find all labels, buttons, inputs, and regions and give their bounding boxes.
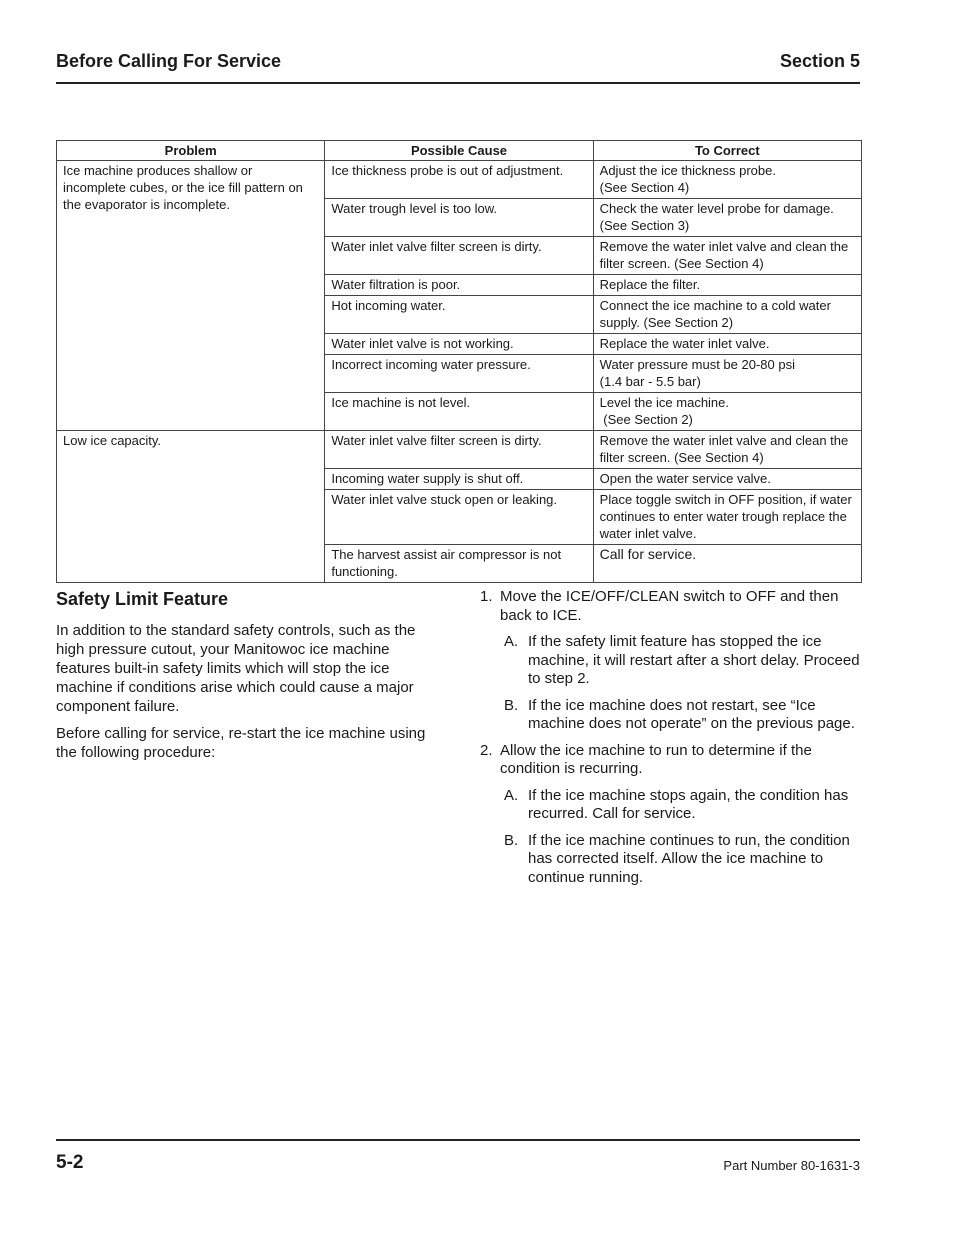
page-number: 5-2 [56,1152,84,1173]
table-header-row [57,141,862,161]
correct-cell: Water pressure must be 20-80 psi (1.4 bar - 5.5 bar) [593,355,861,393]
step-text: Move the ICE/OFF/CLEAN switch to OFF and then back to ICE. [500,588,839,624]
cause-cell: Water inlet valve filter screen is dirty. [325,237,593,275]
column-header-correct: To Correct [593,141,861,161]
correct-cell: Remove the water inlet valve and clean the filter screen. (See Section 4) [593,431,861,469]
table-row [57,431,862,469]
correct-cell: Check the water level probe for damage. (See Section 3) [593,199,861,237]
list-item [480,697,862,734]
substep-text: If the safety limit feature has stopped the ice machine, it will restart after a short delay. Proceed to step 2. [528,633,860,687]
cause-cell: Water filtration is poor. [325,275,593,296]
substep-text: If the ice machine continues to run, the condition has corrected itself. Allow the ice machine to continue running. [528,831,850,886]
correct-cell: Replace the water inlet valve. [593,334,861,355]
cause-cell: Ice thickness probe is out of adjustment. [325,161,593,199]
cause-cell: Hot incoming water. [325,296,593,334]
list-item [480,588,862,625]
page-title: Before Calling For Service [56,51,282,71]
correct-cell: Remove the water inlet valve and clean the filter screen. (See Section 4) [593,237,861,275]
cause-cell: Incorrect incoming water pressure. [325,355,593,393]
list-item [480,633,862,689]
section-heading: Safety Limit Feature [56,589,229,609]
header-rule [56,82,860,84]
procedure-list [480,588,862,895]
cause-cell: Water inlet valve filter screen is dirty. [325,431,593,469]
column-header-problem: Problem [57,141,325,161]
correct-cell: Open the water service valve. [593,469,861,490]
substep-letter: A. [504,633,519,650]
list-item [480,742,862,779]
troubleshooting-table [56,140,862,583]
step-number: 2. [480,741,493,759]
cause-cell: Water inlet valve stuck open or leaking. [325,490,593,545]
section-label: Section 5 [779,51,860,71]
correct-cell: Level the ice machine. (See Section 2) [593,393,861,431]
substep-letter: A. [504,786,519,804]
step-text: Allow the ice machine to run to determine if the condition is recurring. [500,741,812,777]
cause-cell: Water trough level is too low. [325,199,593,237]
substep-text: If the ice machine stops again, the condition has recurred. Call for service. [528,786,849,822]
substep-text: If the ice machine does not restart, see “Ice machine does not operate” on the previous page. [528,696,855,732]
intro-paragraph: In addition to the standard safety controls, such as the high pressure cutout, your Manitowoc ice machine features built-in safety limits which will stop the ice machine if conditions arise which could cause a major component failure. [56,622,416,715]
correct-cell: Place toggle switch in OFF position, if water continues to enter water trough replace the water inlet valve. [593,490,861,545]
footer-rule [56,1139,860,1141]
list-item [480,787,862,824]
cause-cell: Ice machine is not level. [325,393,593,431]
column-header-cause: Possible Cause [325,141,593,161]
cause-cell: Incoming water supply is shut off. [325,469,593,490]
correct-cell: Replace the filter. [593,275,861,296]
safety-section [56,587,446,770]
table-row [57,161,862,199]
step-number: 1. [480,588,493,605]
problem-cell: Ice machine produces shallow or incomplete cubes, or the ice fill pattern on the evaporator is incomplete. [57,161,325,431]
cause-cell: Water inlet valve is not working. [325,334,593,355]
substep-letter: B. [504,831,519,849]
cause-cell: The harvest assist air compressor is not functioning. [325,545,593,583]
correct-cell: Connect the ice machine to a cold water supply. (See Section 2) [593,296,861,334]
procedure-paragraph: Before calling for service, re-start the ice machine using the following procedure: [56,725,426,761]
correct-cell: Adjust the ice thickness probe. (See Section 4) [593,161,861,199]
list-item [480,832,862,888]
correct-cell: Call for service. [593,545,861,583]
substep-letter: B. [504,696,519,714]
problem-cell: Low ice capacity. [57,431,325,583]
part-number: Part Number 80-1631-3 [723,1158,860,1173]
